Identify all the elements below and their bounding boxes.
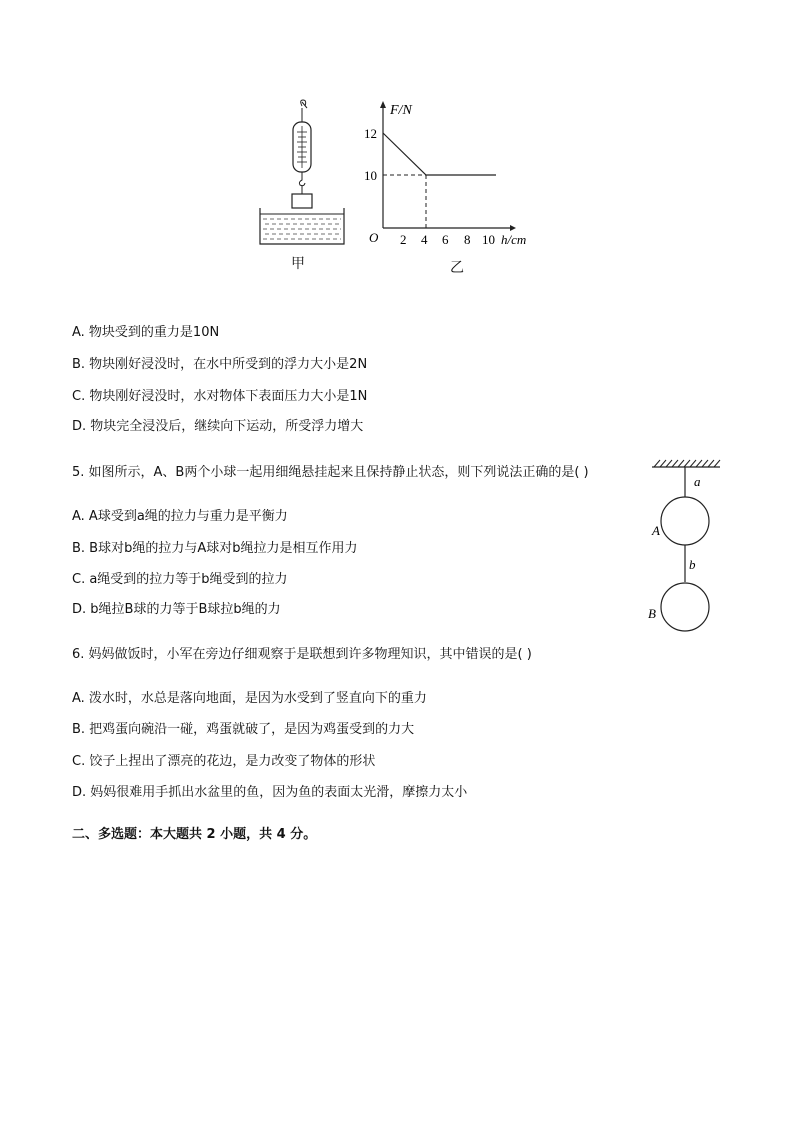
figure-jia xyxy=(255,98,350,250)
q5-option-b: B. B球对b绳的拉力与A球对b绳拉力是相互作用力 xyxy=(72,541,358,556)
y-tick-10: 10 xyxy=(364,168,377,183)
q4-option-b: B. 物块刚好浸没时，在水中所受到的浮力大小是2N xyxy=(72,357,368,372)
x-tick-4: 4 xyxy=(421,232,428,247)
q5-figure xyxy=(640,455,730,635)
q6-option-a: A. 泼水时，水总是落向地面，是因为水受到了竖直向下的重力 xyxy=(72,691,427,706)
section-title: 二、多选题：本大题共 2 小题，共 4 分。 xyxy=(72,827,317,842)
ball-b-label: B xyxy=(648,606,656,621)
q4-option-c: C. 物块刚好浸没时，水对物体下表面压力大小是1N xyxy=(72,389,368,404)
x-tick-8: 8 xyxy=(464,232,471,247)
q5-option-d: D. b绳拉B球的力等于B球拉b绳的力 xyxy=(72,602,281,617)
origin-label: O xyxy=(369,230,379,245)
ball-a-label: A xyxy=(652,523,660,538)
y-axis-arrow xyxy=(380,101,386,108)
y-axis-label: F/N xyxy=(390,103,412,118)
figure-jia-label: 甲 xyxy=(291,256,305,272)
rope-a-label: a xyxy=(694,474,701,489)
x-axis-label: h/cm xyxy=(501,232,527,247)
rope-b-label: b xyxy=(689,557,696,572)
q6-option-c: C. 饺子上捏出了漂亮的花边，是力改变了物体的形状 xyxy=(72,754,376,769)
q4-option-a: A. 物块受到的重力是10N xyxy=(72,325,220,340)
q5-option-a: A. A球受到a绳的拉力与重力是平衡力 xyxy=(72,509,288,524)
figure-yi-label: 乙 xyxy=(450,260,464,276)
x-tick-6: 6 xyxy=(442,232,449,247)
y-tick-12: 12 xyxy=(364,126,377,141)
figure-yi-graph xyxy=(360,96,540,254)
q5-stem: 5. 如图所示，A、B两个小球一起用细绳悬挂起来且保持静止状态，则下列说法正确的是( ) xyxy=(72,465,589,480)
x-axis-arrow xyxy=(510,225,516,231)
ball-a xyxy=(661,497,709,545)
x-tick-2: 2 xyxy=(400,232,407,247)
x-tick-10: 10 xyxy=(482,232,495,247)
q6-option-b: B. 把鸡蛋向碗沿一碰，鸡蛋就破了，是因为鸡蛋受到的力大 xyxy=(72,722,415,737)
q6-stem: 6. 妈妈做饭时，小军在旁边仔细观察于是联想到许多物理知识，其中错误的是( ) xyxy=(72,647,532,662)
ceiling-hatch xyxy=(654,460,720,467)
ball-b xyxy=(661,583,709,631)
q5-option-c: C. a绳受到的拉力等于b绳受到的拉力 xyxy=(72,572,288,587)
graph-line xyxy=(383,133,496,175)
q6-option-d: D. 妈妈很难用手抓出水盆里的鱼，因为鱼的表面太光滑，摩擦力太小 xyxy=(72,785,468,800)
q4-option-d: D. 物块完全浸没后，继续向下运动，所受浮力增大 xyxy=(72,419,364,434)
